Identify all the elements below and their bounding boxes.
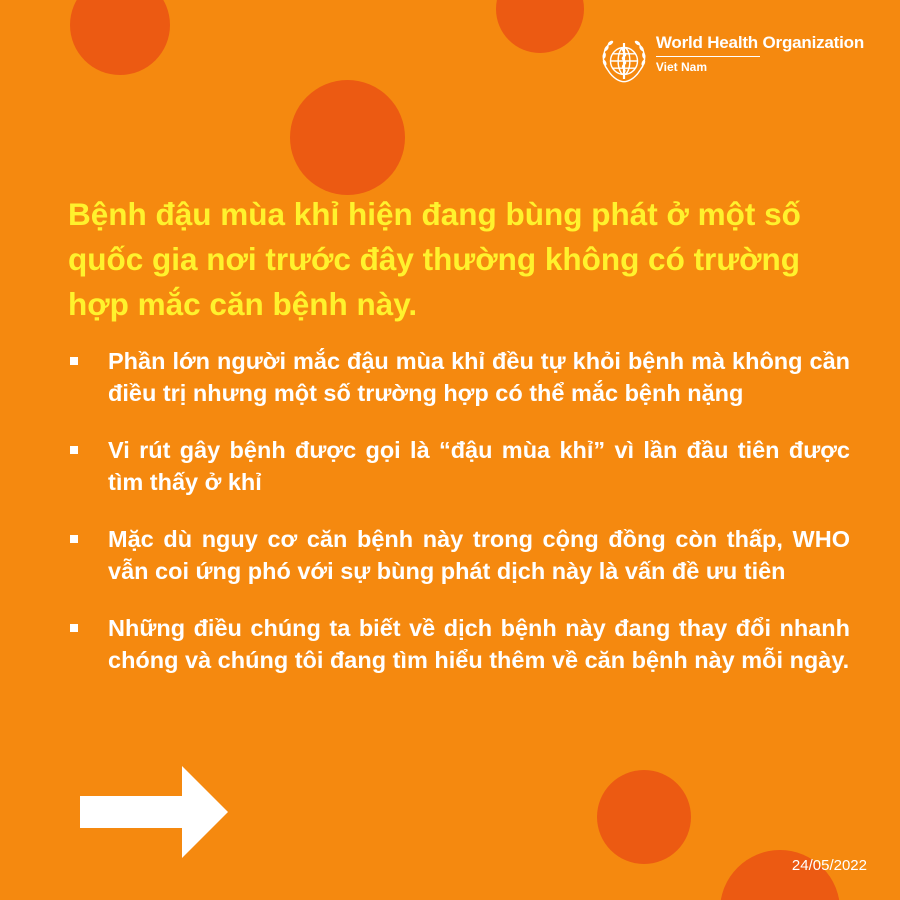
headline: Bệnh đậu mùa khỉ hiện đang bùng phát ở một số quốc gia nơi trước đây thường không có trường hợp mắc căn bệnh này.	[68, 196, 801, 322]
bullet-item	[70, 434, 850, 498]
decorative-circle	[70, 0, 170, 75]
decorative-circle	[290, 80, 405, 195]
post-date: 24/05/2022	[791, 857, 867, 874]
right-arrow-icon[interactable]	[80, 766, 228, 858]
bullet-text: Phần lớn người mắc đậu mùa khỉ đều tự khỏi bệnh mà không cần điều trị nhưng một số trường hợp có thể mắc bệnh nặng	[108, 348, 850, 406]
organization-name: World Health Organization	[655, 33, 864, 52]
logo-divider	[656, 56, 760, 57]
bullet-item	[70, 523, 850, 587]
bullet-marker	[70, 446, 78, 454]
who-emblem-icon	[597, 34, 651, 88]
who-logo	[597, 34, 864, 88]
bullet-marker	[70, 624, 78, 632]
bullet-text: Những điều chúng ta biết về dịch bệnh này đang thay đổi nhanh chóng và chúng tôi đang tìm hiểu thêm về căn bệnh này mỗi ngày.	[108, 615, 850, 673]
bullet-list	[70, 345, 850, 701]
country-label: Viet Nam	[655, 60, 707, 74]
bullet-marker	[70, 535, 78, 543]
bullet-item	[70, 612, 850, 676]
bullet-item	[70, 345, 850, 409]
decorative-circle	[597, 770, 691, 864]
decorative-circle	[496, 0, 584, 53]
bullet-text: Mặc dù nguy cơ căn bệnh này trong cộng đồng còn thấp, WHO vẫn coi ứng phó với sự bùng phát dịch này là vấn đề ưu tiên	[108, 526, 850, 584]
bullet-marker	[70, 357, 78, 365]
bullet-text: Vi rút gây bệnh được gọi là “đậu mùa khỉ” vì lần đầu tiên được tìm thấy ở khỉ	[108, 437, 850, 495]
logo-text	[656, 34, 864, 74]
